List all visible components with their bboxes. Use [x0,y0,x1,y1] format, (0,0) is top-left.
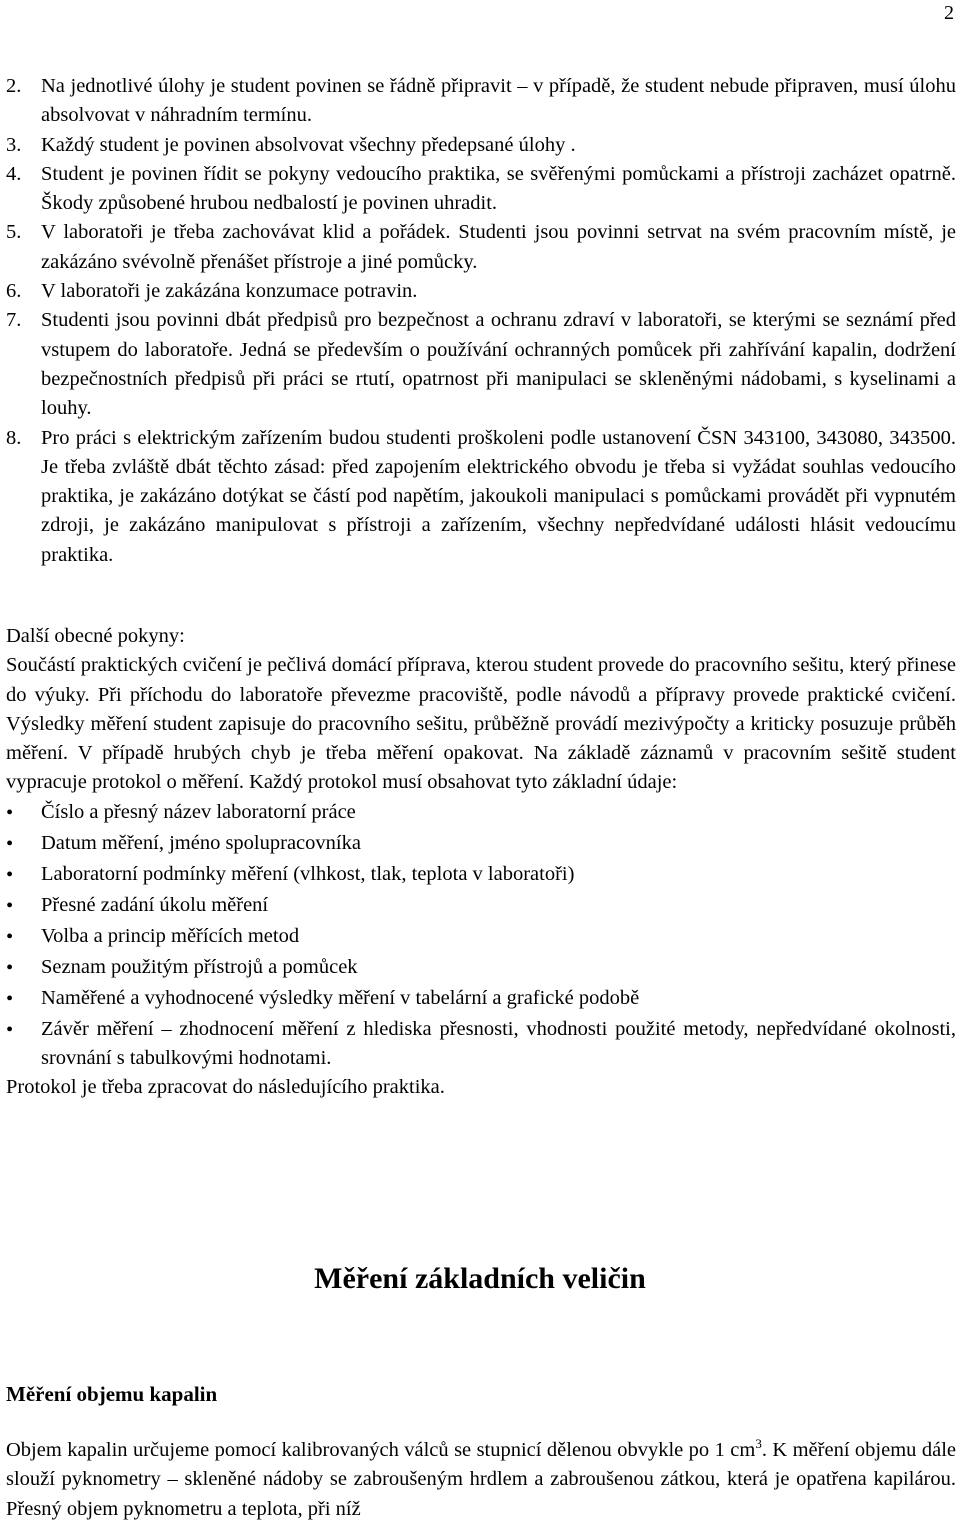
item-text: Každý student je povinen absolvovat všechny předepsané úlohy . [41,133,576,156]
bullet-icon: • [6,801,14,824]
list-item [6,131,956,160]
item-number: 2. [6,75,22,97]
bullet-text: Seznam použitým přístrojů a pomůcek [41,955,358,978]
bullet-text: Číslo a přesný název laboratorní práce [41,800,356,823]
bullet-icon: • [6,956,14,979]
item-number: 3. [6,133,22,156]
closing-note: Protokol je třeba zpracovat do následujícího praktika. [6,1076,445,1099]
item-text: V laboratoři je třeba zachovávat klid a pořádek. Studenti jsou povinni setrvat na svém pracovním místě, je zakázáno svévolně přenášet přístroje a jiné pomůcky. [41,221,956,273]
section-title: Měření objemu kapalin [6,1382,218,1406]
item-number: 7. [6,309,22,332]
list-item [6,953,956,984]
list-item [6,1015,956,1074]
list-item [6,798,956,829]
chapter-title: Měření základních veličin [314,1262,646,1295]
section-heading: Další obecné pokyny: [6,625,185,647]
bullet-text: Volba a princip měřících metod [41,924,300,947]
list-item [6,424,956,570]
list-item [6,829,956,860]
list-item [6,922,956,953]
paragraph-text-continued: . K měření objemu dále slouží pyknometry – skleněné nádoby se zabroušeným hrdlem a zabroušenou zátkou, která je opatřena kapilárou. Přesný objem pyknometru a teplota, při níž [6,1439,956,1520]
general-instructions [6,622,956,1103]
list-item [6,72,956,131]
instructions-paragraph: Součástí praktických cvičení je pečlivá domácí příprava, kterou student provede do pracovního sešitu, který přinese do výuky. Při příchodu do laboratoře převezme pracoviště, podle návodů a přípravy provede praktické cvičení. Výsledky měření student zapisuje do pracovního sešitu, průběžně provádí mezivýpočty a kriticky posuzuje průběh měření. V případě hrubých chyb je třeba měření opakovat. Na základě záznamů v pracovním sešitě student vypracuje protokol o měření. Každý protokol musí obsahovat tyto základní údaje: [6,654,956,794]
bullet-icon: • [6,863,14,886]
list-item [6,218,956,277]
bullet-icon: • [6,987,14,1010]
item-number: 8. [6,426,22,449]
list-item [6,160,956,219]
item-number: 5. [6,221,22,244]
list-item [6,891,956,922]
list-item [6,277,956,306]
item-text: V laboratoři je zakázána konzumace potravin. [41,280,418,303]
bullet-icon: • [6,1018,14,1041]
bullet-text: Závěr měření – zhodnocení měření z hlediska přesnosti, vhodnosti použité metody, nepředvídané okolnosti, srovnání s tabulkovými hodnotami. [41,1017,956,1070]
paragraph-text: Objem kapalin určujeme pomocí kalibrovaných válců se stupnicí dělenou obvykle po 1 cm [6,1439,756,1461]
item-number: 4. [6,162,22,185]
item-number: 6. [6,280,22,303]
bullet-icon: • [6,925,14,948]
item-text: Student je povinen řídit se pokyny vedoucího praktika, se svěřenými pomůckami a přístroji zacházet opatrně. Škody způsobené hrubou nedbalostí je povinen uhradit. [41,162,956,215]
bullet-text: Datum měření, jméno spolupracovníka [41,831,361,854]
bullet-text: Přesné zadání úkolu měření [41,893,269,916]
protocol-requirements-list [6,798,956,1074]
list-item [6,860,956,891]
bullet-icon: • [6,832,14,855]
numbered-rules-list [6,72,956,570]
item-text: Na jednotlivé úlohy je student povinen se řádně připravit – v případě, že student nebude připraven, musí úlohu absolvovat v náhradním termínu. [41,75,956,127]
bullet-text: Naměřené a vyhodnocené výsledky měření v tabelární a grafické podobě [41,986,640,1009]
superscript: 3 [755,1436,762,1452]
list-item [6,306,956,423]
list-item [6,984,956,1015]
item-text: Studenti jsou povinni dbát předpisů pro bezpečnost a ochranu zdraví v laboratoři, se kterými se seznámí před vstupem do laboratoře. Jedná se především o používání ochranných pomůcek při zahřívání kapalin, dodržení bezpečnostních předpisů při práci se rtutí, opatrnost při manipulaci se skleněnými nádobami, s kyselinami a louhy. [41,309,956,420]
volume-paragraph [6,1436,956,1524]
bullet-text: Laboratorní podmínky měření (vlhkost, tlak, teplota v laboratoři) [41,862,575,885]
bullet-icon: • [6,894,14,917]
item-text: Pro práci s elektrickým zařízením budou studenti proškoleni podle ustanovení ČSN 343100, 343080, 343500. Je třeba zvláště dbát těchto zásad: před zapojením elektrického obvodu je třeba si vyžádat souhlas vedoucího praktika, je zakázáno dotýkat se částí pod napětím, jakoukoli manipulaci s pomůckami provádět při vypnutém zdroji, je zakázáno manipulovat s přístroji a zařízením, všechny nepředvídané události hlásit vedoucímu praktika. [41,426,956,566]
page-number: 2 [944,2,954,24]
